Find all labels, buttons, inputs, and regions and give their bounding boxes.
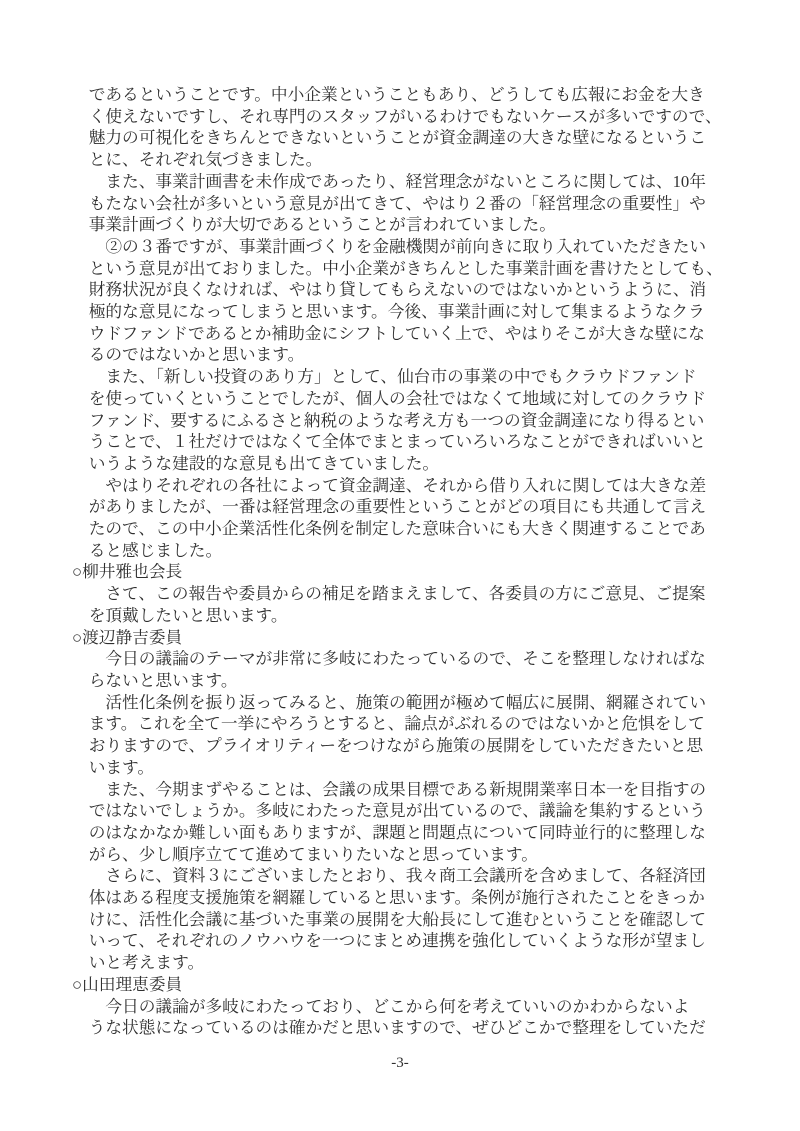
text-line: います。 [88,757,155,777]
text-line: また、今期まずやることは、会議の成果目標である新規開業率日本一を目指すの [88,779,707,799]
text-line: うことで、１社だけではなくて全体でまとまっていろいろなことができればいいと [88,432,706,452]
text-line: ファンド、要するにふるさと納税のような考え方も一つの資金調達になり得るとい [88,410,705,430]
text-line: 今日の議論が多岐にわたっており、どこから何を考えていいのかわからないよ [88,996,690,1016]
text-line: うな状態になっているのは確かだと思いますので、ぜひどこかで整理をしていただ [88,1018,706,1038]
text-line: また、「新しい投資のあり方」として、仙台市の事業の中でもクラウドファンド [88,367,697,387]
text-line: を頂戴したいと思います。 [88,605,288,625]
text-line: たので、この中小企業活性化条例を制定した意味合いにも大きく関連することであ [88,519,706,539]
speaker-heading: ○山田理恵委員 [72,974,183,994]
paragraph [72,692,762,779]
text-line: ではないでしょうか。多岐にわたった意見が出ているので、議論を集約するという [88,801,706,821]
paragraph [72,236,762,366]
text-line: であるということです。中小企業ということもあり、どうしても広報にお金を大き [88,85,705,104]
text-line: 今日の議論のテーマが非常に多岐にわたっているので、そこを整理しなければな [88,649,706,669]
text-line: ます。これを全て一挙にやろうとすると、論点がぶれるのではないかと危惧をして [88,714,705,734]
text-line: いうような建設的な意見も出てきていました。 [88,453,440,473]
page-footer [0,1053,800,1073]
text-line: るのではないかと思います。 [88,345,305,365]
text-line: さらに、資料３にございましたとおり、我々商工会議所を含めまして、各経済団 [88,866,706,886]
text-line: 財務状況が良くなければ、やはり貸してもらえないのではないかというように、消 [88,280,707,300]
speaker-heading: ○柳井雅也会長 [72,562,183,582]
paragraph [72,366,762,475]
text-line: を使っていくということでしたが、個人の会社ではなくて地域に対してのクラウド [88,388,707,408]
text-line: ると感じました。 [88,540,223,560]
text-line: けに、活性化会議に基づいた事業の展開を大船長にして進むということを確認して [88,909,707,929]
text-line: 体はある程度支援施策を網羅していると思います。条例が施行されたことをきっか [88,888,705,908]
paragraph [72,779,762,866]
text-line: 魅力の可視化をきちんとできないということが資金調達の大きな壁になるというこ [88,128,707,148]
text-line: やはりそれぞれの各社によって資金調達、それから借り入れに関しては大きな差 [88,475,707,495]
text-line: がありましたが、一番は経営理念の重要性ということがどの項目にも共通して言え [88,497,707,517]
paragraph [72,84,762,171]
text-line: また、事業計画書を未作成であったり、経営理念がないところに関しては、10年 [88,171,706,191]
text-line: という意見が出ておりました。中小企業がきちんとした事業計画を書けたとしても、 [88,258,723,278]
paragraph [72,583,762,626]
text-line: らないと思います。 [88,670,238,690]
text-line: いと考えます。 [88,953,205,973]
paragraph [72,865,762,974]
page-number: -3- [391,1055,409,1071]
paragraph [72,648,762,691]
text-line: がら、少し順序立てて進めてまいりたいなと思っています。 [88,844,538,864]
paragraph [72,171,762,236]
paragraph [72,475,762,562]
minutes-text [72,84,762,1039]
text-line: とに、それぞれ気づきました。 [88,150,323,170]
text-line: さて、この報告や委員からの補足を踏まえまして、各委員の方にご意見、ご提案 [88,584,706,604]
text-line: いって、それぞれのノウハウを一つにまとめ連携を強化していくような形が望まし [88,931,706,951]
text-line: のはなかなか難しい面もありますが、課題と問題点について同時並行的に整理しな [88,822,706,842]
speaker-heading: ○渡辺静吉委員 [72,627,183,647]
text-line: ②の３番ですが、事業計画づくりを金融機関が前向きに取り入れていただきたい [88,236,707,256]
text-line: 極的な意見になってしまうと思います。今後、事業計画に対して集まるようなクラ [88,302,705,322]
text-line: 事業計画づくりが大切であるということが言われていました。 [88,215,556,235]
text-line: く使えないですし、それ専門のスタッフがいるわけでもないケースが多いですので、 [88,106,722,126]
text-line: 活性化条例を振り返ってみると、施策の範囲が極めて幅広に展開、網羅されてい [88,692,707,712]
paragraph [72,996,762,1039]
text-line: ウドファンドであるとか補助金にシフトしていく上で、やはりそこが大きな壁にな [88,323,705,343]
text-line: おりますので、プライオリティーをつけながら施策の展開をしていただきたいと思 [88,736,704,756]
text-line: もたない会社が多いという意見が出てきて、やはり２番の「経営理念の重要性」や [88,193,706,213]
